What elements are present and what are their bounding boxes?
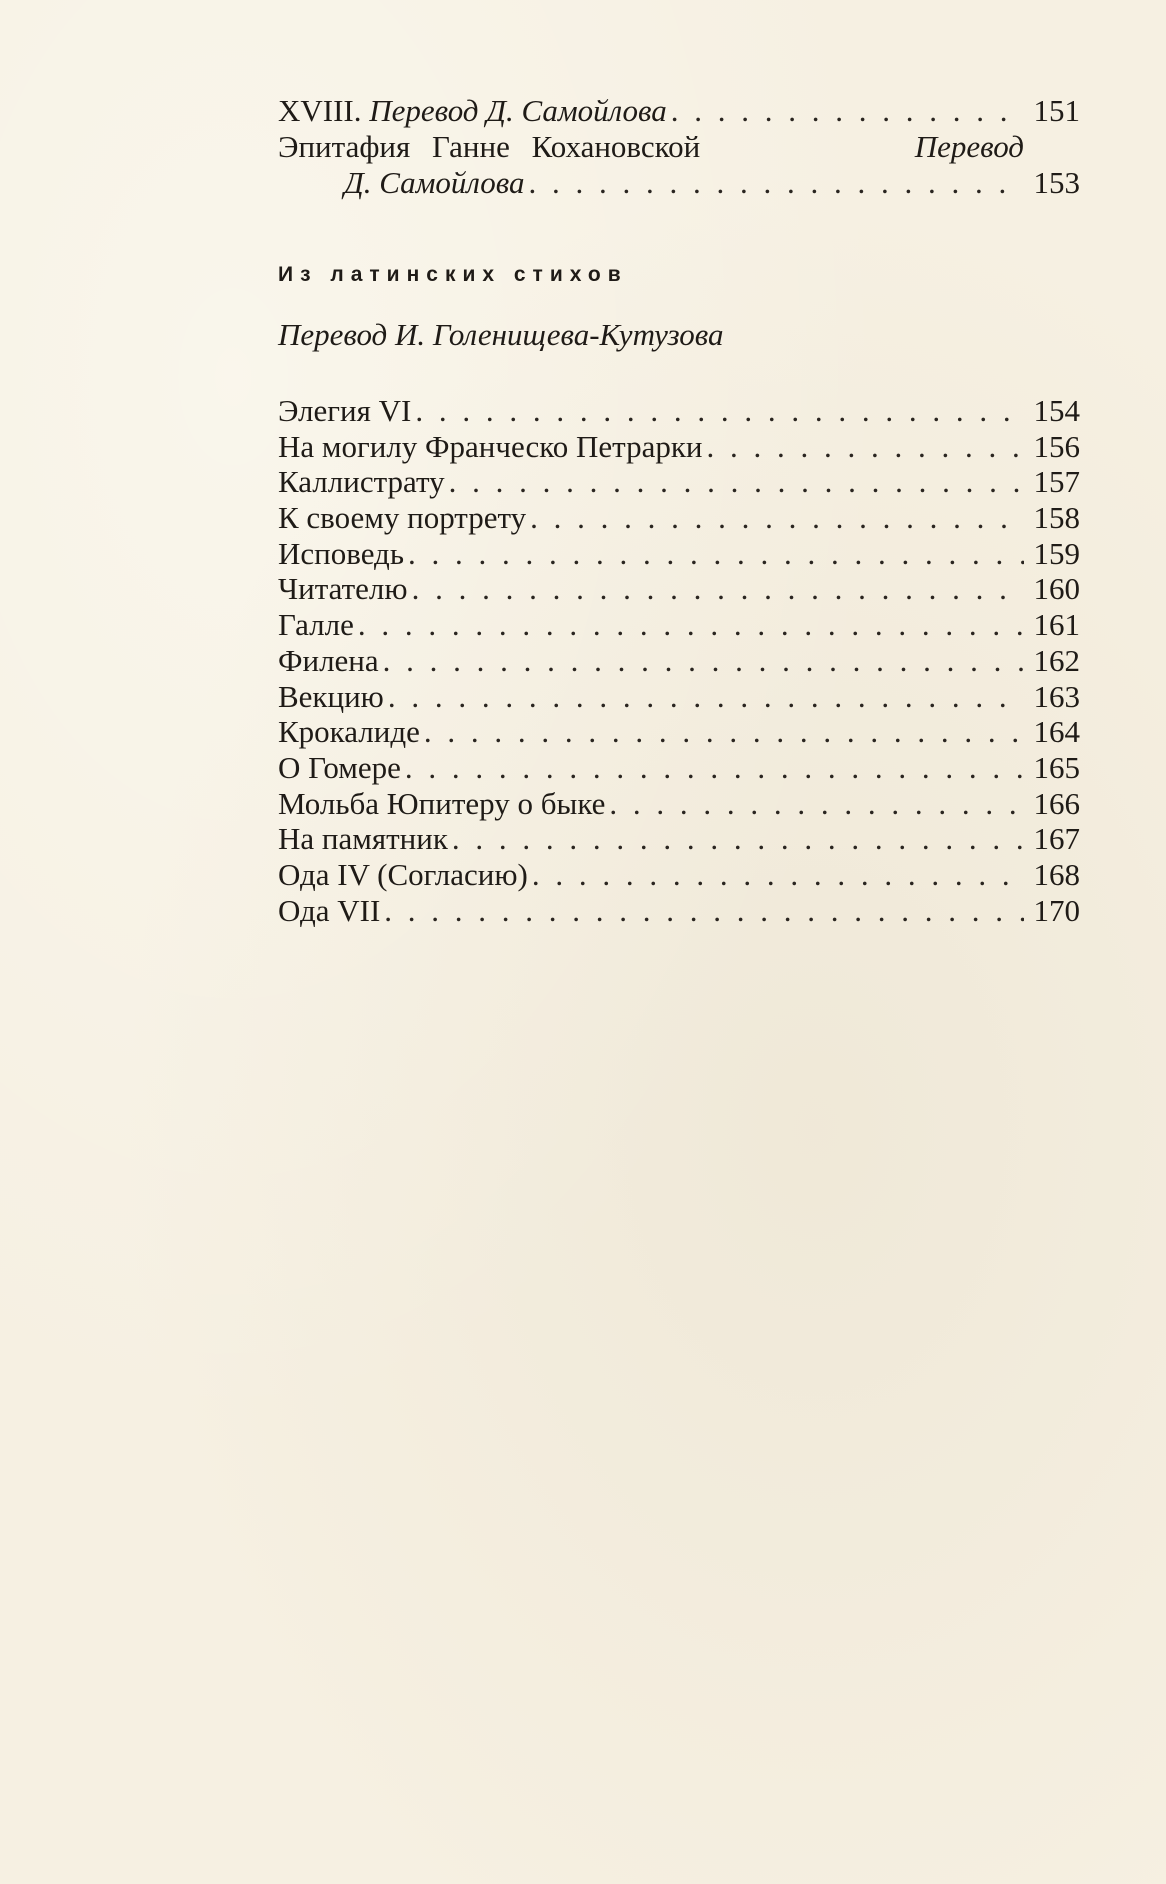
dot-leader	[529, 165, 1024, 201]
toc-page-number: 154	[1033, 393, 1080, 428]
toc-entry-xviii[interactable]	[278, 93, 1080, 129]
toc-entry-title: Филена	[278, 642, 379, 678]
toc-page-number: 162	[1033, 642, 1080, 678]
toc-page-number: 167	[1033, 821, 1080, 857]
toc-entry-title: Крокалиде	[278, 714, 420, 750]
toc-entry-translator: Д. Самойлова	[344, 165, 525, 200]
toc-entry-epitaph-line1[interactable]	[278, 129, 1080, 165]
dot-leader	[706, 429, 1024, 465]
toc-entry[interactable]	[278, 536, 1080, 572]
toc-entry[interactable]	[278, 464, 1080, 500]
toc-entry-title: Читателю	[278, 571, 408, 607]
dot-leader	[412, 571, 1024, 607]
toc-page-number: 160	[1033, 571, 1080, 607]
dot-leader	[384, 893, 1024, 929]
toc-page-number: 168	[1033, 856, 1080, 892]
dot-leader	[530, 500, 1024, 536]
toc-entry-title: На могилу Франческо Петрарки	[278, 428, 703, 464]
toc-page-number: 157	[1033, 464, 1080, 500]
toc-list	[278, 393, 1080, 928]
toc-entry-title: Ода VII	[278, 892, 381, 928]
toc-entry-title-continued	[344, 165, 525, 201]
toc-entry-title: Мольба Юпитеру о быке	[278, 785, 606, 821]
dot-leader	[424, 714, 1024, 750]
toc-entry[interactable]	[278, 679, 1080, 715]
toc-entry[interactable]	[278, 786, 1080, 822]
toc-page-number: 163	[1033, 678, 1080, 714]
toc-entry-title: На памятник	[278, 821, 448, 857]
toc-entry-title: Галле	[278, 607, 354, 643]
section-translator: Перевод И. Голенищева-Кутузова	[278, 317, 724, 352]
toc-entry[interactable]	[278, 893, 1080, 929]
toc-page-number: 166	[1033, 785, 1080, 821]
dot-leader	[532, 857, 1024, 893]
toc-entry-epitaph-line2[interactable]	[278, 165, 1080, 201]
toc-entry-title: Эпитафия Ганне Кохановской	[278, 129, 701, 164]
toc-entry[interactable]	[278, 857, 1080, 893]
toc-entry-title	[278, 93, 667, 129]
dot-leader	[383, 643, 1024, 679]
section-heading: Из латинских стихов	[278, 263, 628, 286]
toc-entry-title: Элегия VI	[278, 393, 412, 428]
table-of-contents	[278, 93, 1080, 928]
dot-leader	[388, 679, 1024, 715]
dot-leader	[405, 750, 1024, 786]
toc-entry-title: Ода IV (Согласию)	[278, 856, 528, 892]
toc-entry[interactable]	[278, 750, 1080, 786]
toc-page-number: 151	[1033, 93, 1080, 128]
toc-page-number: 161	[1033, 607, 1080, 643]
dot-leader	[452, 821, 1024, 857]
toc-entry-title: Исповедь	[278, 535, 404, 571]
toc-page-number: 170	[1033, 892, 1080, 928]
dot-leader	[671, 93, 1024, 129]
toc-entry-title: Каллистрату	[278, 464, 445, 500]
toc-entry-title: Векцию	[278, 678, 384, 714]
toc-entry-title: О Гомере	[278, 749, 401, 785]
toc-entry[interactable]	[278, 821, 1080, 857]
toc-entry[interactable]	[278, 607, 1080, 643]
toc-entry[interactable]	[278, 500, 1080, 536]
toc-entry[interactable]	[278, 393, 1080, 429]
toc-page-number: 156	[1033, 428, 1080, 464]
toc-entry-translator: Перевод	[914, 129, 1024, 164]
dot-leader	[609, 786, 1024, 822]
toc-page-number: 165	[1033, 749, 1080, 785]
dot-leader	[358, 607, 1024, 643]
toc-page-number: 164	[1033, 714, 1080, 750]
toc-entry-prefix: XVIII.	[278, 93, 362, 128]
toc-page-number: 158	[1033, 500, 1080, 536]
toc-page-number: 153	[1033, 165, 1080, 200]
toc-entry[interactable]	[278, 643, 1080, 679]
dot-leader	[408, 536, 1024, 572]
toc-entry-title: К своему портрету	[278, 500, 527, 536]
dot-leader	[449, 464, 1024, 500]
toc-entry[interactable]	[278, 714, 1080, 750]
toc-entry-translator: Перевод Д. Самойлова	[369, 93, 667, 128]
dot-leader	[415, 393, 1024, 429]
toc-entry[interactable]	[278, 571, 1080, 607]
toc-entry[interactable]	[278, 429, 1080, 465]
toc-page-number: 159	[1033, 535, 1080, 571]
